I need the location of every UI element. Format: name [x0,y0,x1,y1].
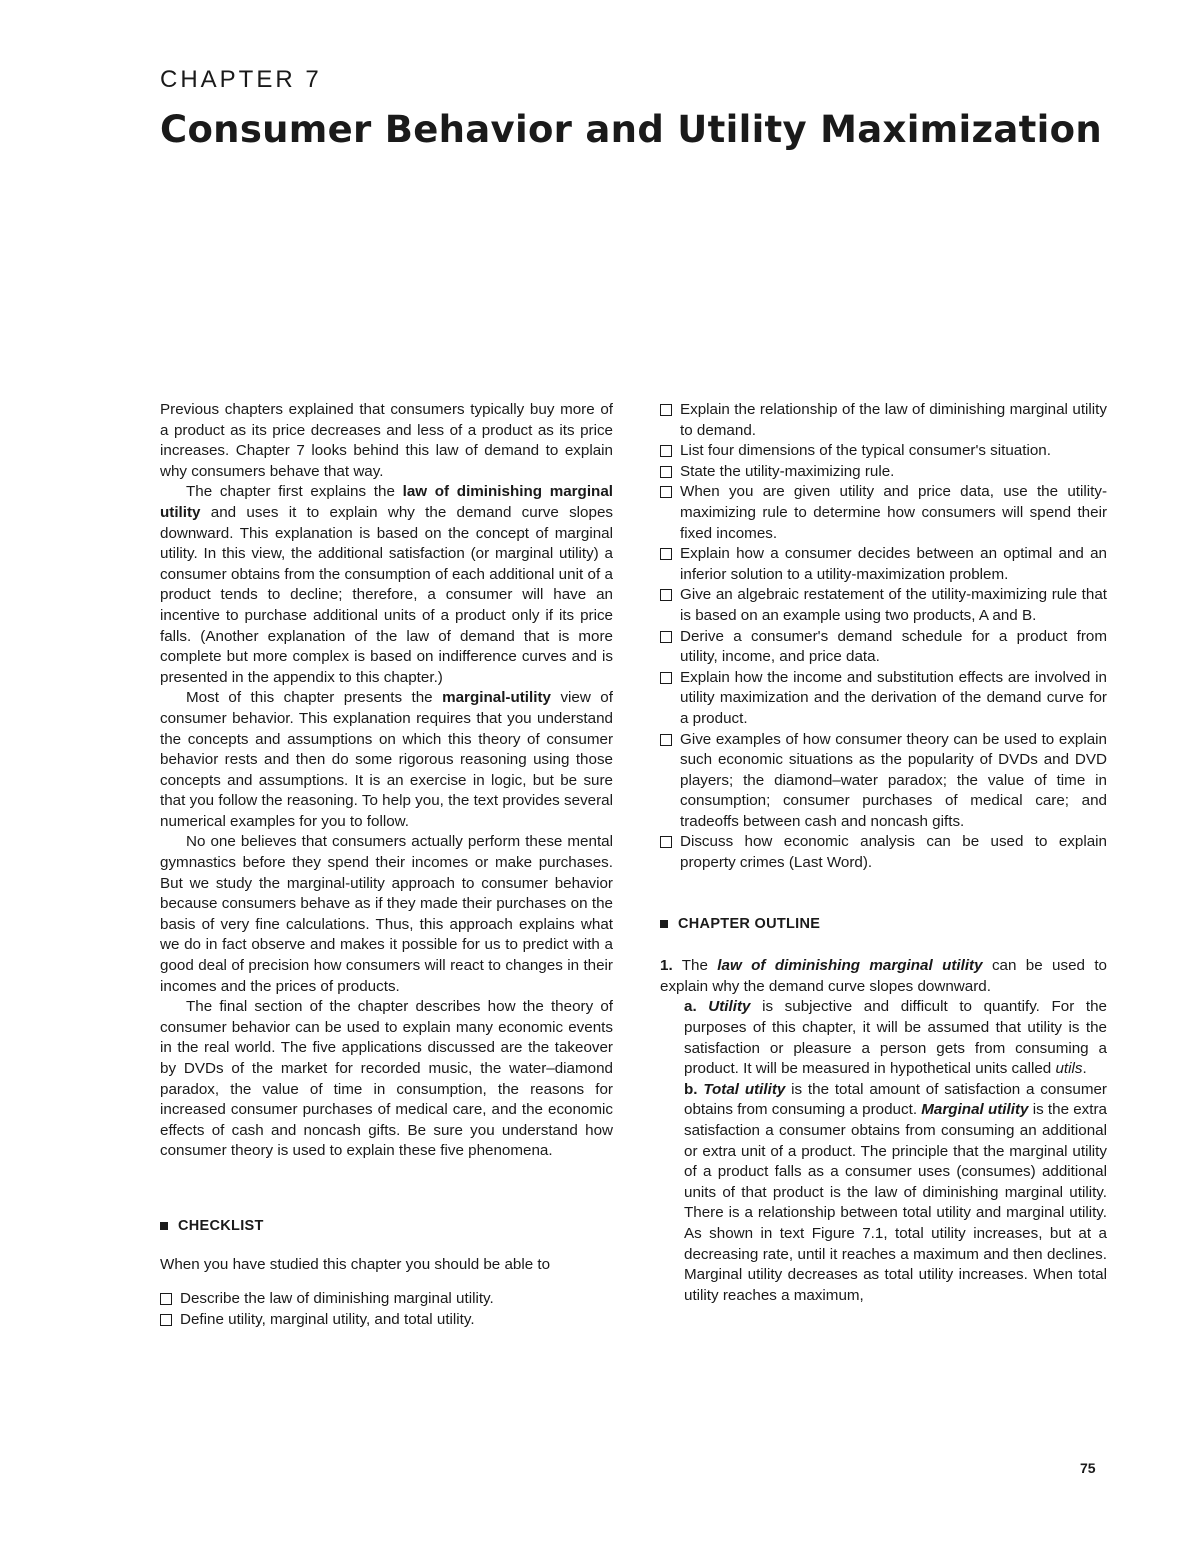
page-number: 75 [1080,1460,1096,1476]
checkbox[interactable] [660,589,672,601]
checklist-item: State the utility-maximizing rule. [660,462,1107,483]
checklist-item: Give examples of how consumer theory can be used to explain such economic situations as the popularity of DVDs and DVD players; the diamond–water paradox; the value of time in consumption; consumer purchases of medical care; and tradeoffs between cash and noncash gifts. [660,730,1107,833]
key-term: Marginal utility [921,1101,1029,1119]
intro-paragraph: Most of this chapter presents the marginal-utility view of consumer behavior. This explanation requires that you understand the concepts and assumptions on which this theory of consumer behavior rests and then do some rigorous reasoning using those concepts and assumptions. It is an exercise in logic, but be sure that you follow the reasoning. To help you, the text provides several numerical examples for you to follow. [160,689,613,830]
key-term: marginal-utility [442,689,551,707]
checklist-item: Define utility, marginal utility, and total utility. [160,1310,613,1331]
outline-subitem: a. Utility is subjective and difficult to quantify. For the purposes of this chapter, it will be assumed that utility is the satisfaction or pleasure a person gets from consuming a product. It will be measured in hypothetical units called utils. [684,998,1107,1078]
outline-subitem: b. Total utility is the total amount of satisfaction a consumer obtains from consuming a product. Marginal utility is the extra satisfaction a consumer obtains from consuming an additional or extra unit of a product. The principle that the marginal utility of a product falls as a consumer uses (consumes) additional units of that product is the law of diminishing marginal utility. There is a relationship between total utility and marginal utility. As shown in text Figure 7.1, total utility increases, but at a decreasing rate, until it reaches a maximum and then declines. Marginal utility decreases as total utility increases. When total utility reaches a maximum, [684,1080,1108,1304]
key-term: law of diminishing marginal utility [717,957,983,975]
checklist-item: Explain how the income and substitution effects are involved in utility maximization and the derivation of the demand curve for a product. [660,668,1107,730]
checkbox[interactable] [660,404,672,416]
intro-paragraph: The final section of the chapter describes how the theory of consumer behavior can be used to explain many economic events in the real world. The five applications discussed are the takeover by DVDs of the market for recorded music, the water–diamond paradox, the value of time in consumption, the reasons for increased consumer purchases of medical care, and the economic effects of cash and noncash gifts. Be sure you understand how consumer theory is used to explain these five phenomena. [160,998,613,1160]
left-column [160,400,613,1330]
checklist-heading: CHECKLIST [160,1216,613,1237]
checklist-right [660,400,1107,874]
checkbox[interactable] [160,1293,172,1305]
checklist-item: Describe the law of diminishing marginal utility. [160,1289,613,1310]
checklist-item: List four dimensions of the typical consumer's situation. [660,441,1107,462]
outline-item: 1. The law of diminishing marginal utility can be used to explain why the demand curve slopes downward. [660,957,1107,995]
checklist-item: Give an algebraic restatement of the utility-maximizing rule that is based on an example using two products, A and B. [660,585,1107,626]
intro-paragraph: The chapter first explains the law of diminishing marginal utility and uses it to explain why the demand curve slopes downward. This explanation is based on the concept of marginal utility. In this view, the additional satisfaction (or marginal utility) a consumer obtains from the consumption of each additional unit of a product tends to decline; therefore, a consumer will have an incentive to purchase additional units of a product only if its price falls. (Another explanation of the law of demand that is more complete but more complex is based on indifference curves and is presented in the appendix to this chapter.) [160,483,613,686]
square-bullet-icon [160,1222,168,1230]
key-term: law of diminishing marginal utility [160,483,613,521]
checkbox[interactable] [160,1314,172,1326]
checklist-item: When you are given utility and price data, use the utility-maximizing rule to determine how consumers will spend their fixed incomes. [660,482,1107,544]
intro-paragraph: No one believes that consumers actually perform these mental gymnastics before they spend their incomes or make purchases. But we study the marginal-utility approach to consumer behavior because consumers behave as if they made their purchases on the basis of very fine calculations. Thus, this approach explains what we do in fact observe and makes it possible for us to predict with a good deal of precision how consumers will react to changes in their incomes and the prices of products. [160,833,613,995]
checkbox[interactable] [660,466,672,478]
intro-paragraph: Previous chapters explained that consumers typically buy more of a product as its price decreases and less of a product as its price increases. Chapter 7 looks behind this law of demand to explain why consumers behave that way. [160,401,613,480]
checkbox[interactable] [660,445,672,457]
checkbox[interactable] [660,836,672,848]
checklist-left [160,1289,613,1330]
key-term: Utility [708,998,751,1016]
outline-heading: CHAPTER OUTLINE [660,914,1107,935]
checklist-intro: When you have studied this chapter you should be able to [160,1255,551,1273]
chapter-title: Consumer Behavior and Utility Maximization [160,108,1102,151]
square-bullet-icon [660,920,668,928]
checklist-item: Explain how a consumer decides between an optimal and an inferior solution to a utility-maximization problem. [660,544,1107,585]
checkbox[interactable] [660,486,672,498]
checklist-item: Derive a consumer's demand schedule for a product from utility, income, and price data. [660,627,1107,668]
checklist-item: Discuss how economic analysis can be used to explain property crimes (Last Word). [660,832,1107,873]
checkbox[interactable] [660,734,672,746]
right-column [660,400,1107,1306]
checkbox[interactable] [660,631,672,643]
key-term: Total utility [703,1080,786,1098]
checklist-item: Explain the relationship of the law of diminishing marginal utility to demand. [660,400,1107,441]
checkbox[interactable] [660,548,672,560]
checkbox[interactable] [660,672,672,684]
chapter-label: CHAPTER 7 [160,66,322,93]
